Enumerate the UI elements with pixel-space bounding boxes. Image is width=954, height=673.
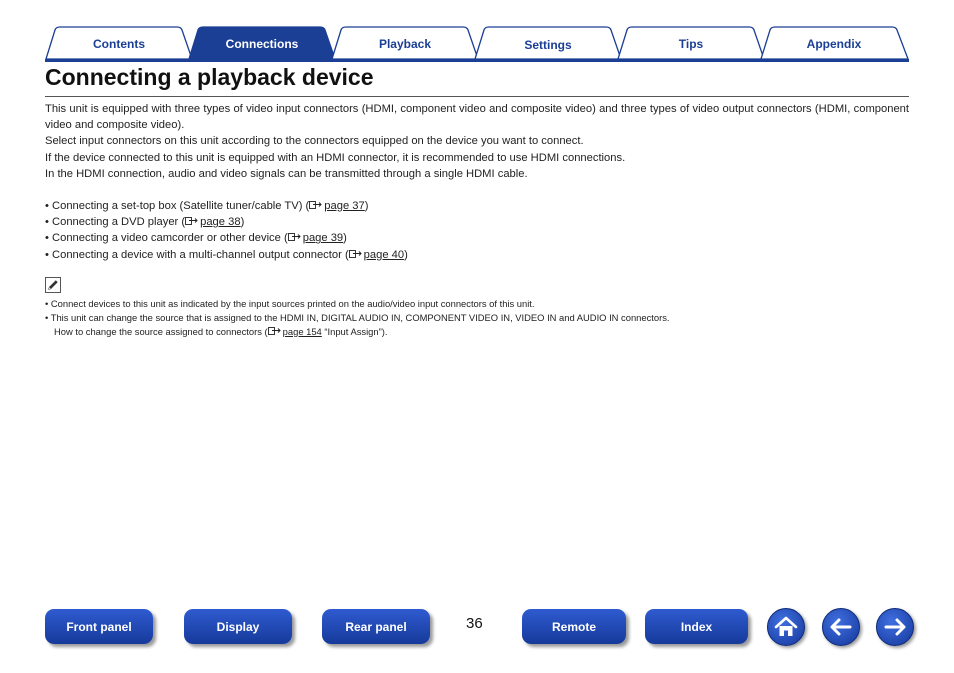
tab-settings[interactable] — [474, 26, 622, 60]
main-content — [45, 101, 909, 339]
back-arrow-icon — [827, 613, 855, 641]
page-reference-icon — [309, 200, 323, 210]
intro-paragraph: If the device connected to this unit is equipped with an HDMI connector, it is recommended to use HDMI connections. — [45, 151, 626, 164]
tab-connections-label: Connections — [225, 37, 299, 51]
list-item-end: ) — [240, 216, 245, 229]
note-item: • This unit can change the source that is assigned to the HDMI IN, DIGITAL AUDIO IN, COMPONENT VIDEO IN, VIDEO IN and AUDIO IN connectors. — [45, 311, 670, 323]
index-button[interactable] — [645, 609, 748, 644]
front-panel-button[interactable] — [45, 609, 153, 644]
note-sub-text: How to change the source assigned to connectors ( — [54, 325, 268, 337]
rear-panel-button[interactable] — [322, 609, 430, 644]
tab-playback[interactable] — [331, 26, 479, 60]
page-link[interactable]: page 154 — [282, 325, 322, 337]
note-sub-suffix: “Input Assign”). — [321, 325, 388, 337]
title-divider — [45, 96, 909, 97]
list-item-end: ) — [404, 248, 408, 261]
connection-link-list — [45, 198, 909, 263]
tab-tips[interactable] — [617, 26, 765, 60]
page-reference-icon — [349, 249, 363, 259]
page-link[interactable]: page 39 — [302, 232, 344, 245]
remote-button[interactable] — [522, 609, 626, 644]
intro-paragraph: In the HDMI connection, audio and video signals can be transmitted through a single HDMI cable. — [45, 167, 528, 180]
home-icon — [772, 613, 800, 641]
list-item — [45, 230, 909, 246]
remote-label: Remote — [551, 620, 596, 634]
tab-contents-label: Contents — [93, 37, 145, 51]
list-item — [45, 214, 909, 230]
tab-connections[interactable] — [188, 26, 336, 60]
tab-contents[interactable] — [45, 26, 193, 60]
page-number: 36 — [466, 615, 483, 632]
page-reference-icon — [268, 326, 282, 336]
chapter-tabs — [45, 26, 909, 62]
list-item — [45, 247, 909, 263]
home-button[interactable] — [767, 608, 805, 646]
tabs-underline — [45, 59, 909, 62]
tab-appendix[interactable] — [760, 26, 908, 60]
tab-tips-label: Tips — [678, 37, 704, 51]
notes-list — [45, 297, 909, 339]
index-label: Index — [680, 620, 713, 634]
intro-paragraph: Select input connectors on this unit according to the connectors equipped on the device you want to connect. — [45, 135, 584, 148]
list-item-text: • Connecting a video camcorder or other device ( — [45, 232, 288, 245]
rear-panel-label: Rear panel — [345, 620, 407, 634]
display-button[interactable] — [184, 609, 292, 644]
forward-button[interactable] — [876, 608, 914, 646]
page-reference-icon — [288, 232, 302, 242]
list-item-end: ) — [364, 200, 369, 213]
list-item — [45, 198, 909, 214]
pencil-note-icon — [45, 277, 61, 293]
list-item-text: • Connecting a DVD player ( — [45, 216, 186, 229]
list-item-text: • Connecting a device with a multi-channel output connector ( — [45, 248, 349, 261]
note-item: • Connect devices to this unit as indicated by the input sources printed on the audio/video input connectors of this unit. — [45, 297, 535, 309]
list-item-end: ) — [343, 232, 347, 245]
page-link[interactable]: page 40 — [363, 248, 405, 261]
front-panel-label: Front panel — [66, 620, 132, 634]
display-label: Display — [216, 620, 260, 634]
page-link[interactable]: page 38 — [200, 216, 241, 229]
note-subitem — [45, 325, 909, 339]
page-reference-icon — [185, 216, 199, 226]
back-button[interactable] — [822, 608, 860, 646]
tab-appendix-label: Appendix — [806, 37, 862, 51]
page-title: Connecting a playback device — [45, 64, 374, 90]
tab-settings-label: Settings — [524, 38, 572, 52]
forward-arrow-icon — [881, 613, 909, 641]
tab-playback-label: Playback — [378, 37, 432, 51]
page-link[interactable]: page 37 — [324, 200, 365, 213]
list-item-text: • Connecting a set-top box (Satellite tuner/cable TV) ( — [45, 200, 310, 213]
intro-paragraph: This unit is equipped with three types of video input connectors (HDMI, component video and composite video) and three types of video output connectors (HDMI, component video and composite video). — [45, 103, 909, 132]
